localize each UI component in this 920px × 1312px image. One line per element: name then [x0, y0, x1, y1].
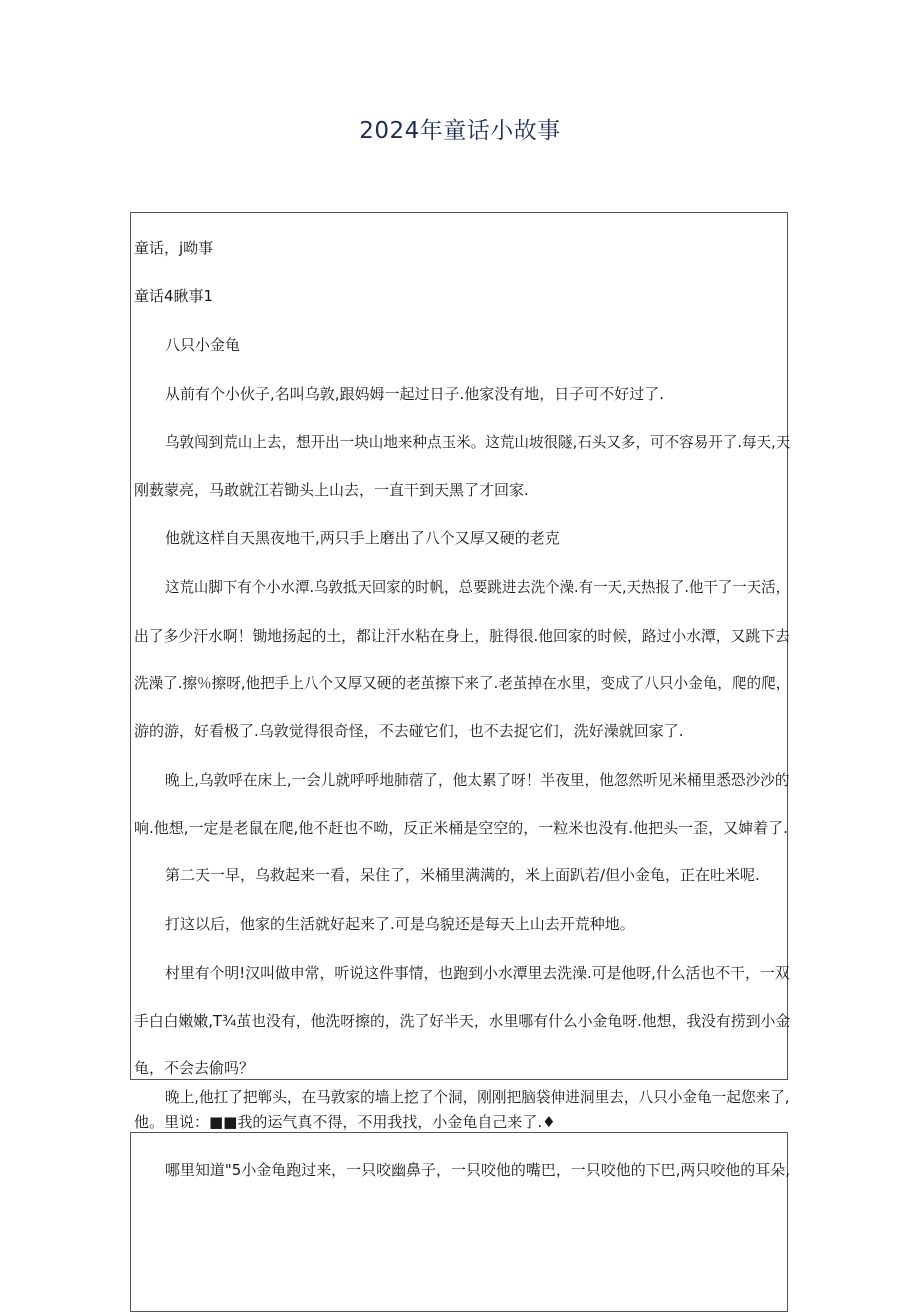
text-line: 哪里知道"5小金龟跑过来，一只咬幽鼻子，一只咬他的嘴巴，一只咬他的下巴,两只咬他的耳朵,: [165, 1161, 790, 1179]
text-line: 村里有个明!汉叫做申常，听说这件事情，也跑到小水潭里去洗澡.可是他呀,什么活也不干，一双: [165, 964, 790, 982]
text-line: 刚薮蒙亮，马敢就江若锄头上山去，一直干到天黑了才回家.: [134, 481, 529, 499]
text-line: 龟，不会去偷吗？: [134, 1059, 255, 1077]
story-title: 八只小金龟: [165, 336, 241, 354]
text-line: 第二天一早，乌救起来一看，呆住了，米桶里满满的，米上面趴若/但小金龟，正在吐米呢.: [165, 866, 760, 884]
heading-line: 童话，j呦事: [134, 239, 214, 257]
text-line: 晚上,乌敦呼在床上,一会儿就呼呼地肺蓿了，他太累了呀！半夜里，他忽然听见米桶里悉恐沙沙的: [165, 771, 790, 789]
text-line: 晚上,他扛了把郸头，在马敦家的墙上挖了个洞，刚刚把脑袋伸进洞里去，八只小金龟一起您来了,: [165, 1088, 790, 1106]
text-line: 乌敦闯到荒山上去，想开出一块山地来种点玉米。这荒山坡很隧,石头又多，可不容易开了.每天,天: [165, 433, 791, 451]
text-line: 他就这样自天黑夜地干,两只手上磨出了八个又厚又硬的老克: [165, 529, 560, 547]
text-line: 出了多少汗水啊！锄地扬起的土，都让汗水粘在身上，脏得很.他回家的时候，路过小水潭，又跳下去: [134, 627, 790, 645]
text-frame-2: [130, 1132, 788, 1312]
text-line: 手白白嫩嫩,T¾茧也没有，他洗呀擦的，洗了好半天，水里哪有什么小金龟呀.他想，我没有捞到小金: [134, 1012, 791, 1030]
heading-line: 童话4瞅事1: [134, 287, 214, 305]
page-title: 2024年童话小故事: [359, 118, 561, 144]
text-line: 这荒山脚下有个小水潭.乌敦抵天回家的时帆，总要跳进去洗个澡.有一天,天热报了.他干了一天活，: [165, 578, 791, 596]
text-line: 游的游，好看极了.乌敦觉得很奇怪，不去碰它们，也不去捉它们，洗好澡就回家了.: [134, 722, 684, 740]
text-line: 打这以后，他家的生活就好起来了.可是乌貌还是每天上山去开荒种地。: [165, 915, 635, 933]
text-line: 他。里说：■■我的运气真不得，不用我找，小金龟自己来了.♦: [134, 1113, 556, 1131]
text-line: 响.他想,一定是老鼠在爬,他不赶也不呦，反正米桶是空空的，一粒米也没有.他把头一歪，又婶着了.: [134, 819, 788, 837]
text-line: 洗澡了.擦％擦呀,他把手上八个又厚又硬的老茧擦下来了.老茧掉在水里，变成了八只小金龟，爬的爬，: [134, 674, 791, 692]
text-line: 从前有个小伙子,名叫乌敦,跟妈姆一起过日子.他家没有地，日子可不好过了.: [165, 385, 665, 403]
